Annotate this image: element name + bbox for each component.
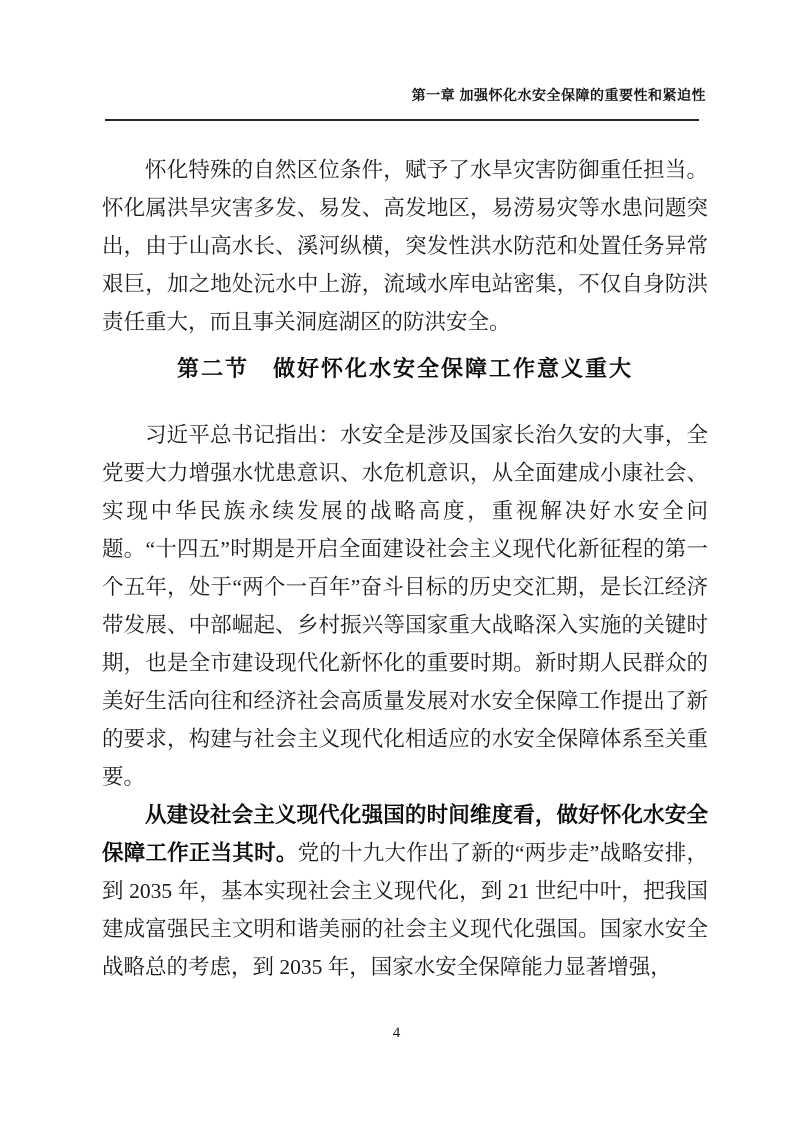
page-body [102, 151, 708, 986]
section-heading: 第二节 做好怀化水安全保障工作意义重大 [176, 356, 633, 381]
running-header [105, 86, 706, 104]
paragraph-natural-conditions: 怀化特殊的自然区位条件，赋予了水旱灾害防御重任担当。怀化属洪旱灾害多发、易发、高发地区，易涝易灾等水患问题突出，由于山高水长、溪河纵横，突发性洪水防范和处置任务异常艰巨，加之地处沅水中上游，流域水库电站密集，不仅自身防洪责任重大，而且事关洞庭湖区的防洪安全。 [102, 158, 708, 334]
header-rule-divider [105, 119, 699, 121]
paragraph-rest-text: 党的十九大作出了新的“两步走”战略安排，到 2035 年，基本实现社会主义现代化，到 21 世纪中叶，把我国建成富强民主文明和谐美丽的社会主义现代化强国。国家水安全战略总的考虑，到 2035 年，国家水安全保障能力显著增强， [102, 841, 708, 979]
page-number: 4 [392, 1025, 401, 1041]
paragraph-bold-lead: 从建设社会主义现代化强国的时间维度看，做好怀化水安全保障工作正当其时。 [102, 803, 708, 865]
paragraph-modernization-timing [102, 796, 708, 986]
paragraph-quote-water-security: 习近平总书记指出：水安全是涉及国家长治久安的大事，全党要大力增强水忧患意识、水危机意识，从全面建成小康社会、实现中华民族永续发展的战略高度，重视解决好水安全问题。“十四五”时期是开启全面建设社会主义现代化新征程的第一个五年，处于“两个一百年”奋斗目标的历史交汇期，是长江经济带发展、中部崛起、乡村振兴等国家重大战略深入实施的关键时期，也是全市建设现代化新怀化的重要时期。新时期人民群众的美好生活向往和经济社会高质量发展对水安全保障工作提出了新的要求，构建与社会主义现代化相适应的水安全保障体系至关重要。 [102, 423, 708, 789]
chapter-header-text: 第一章 加强怀化水安全保障的重要性和紧迫性 [411, 87, 706, 103]
